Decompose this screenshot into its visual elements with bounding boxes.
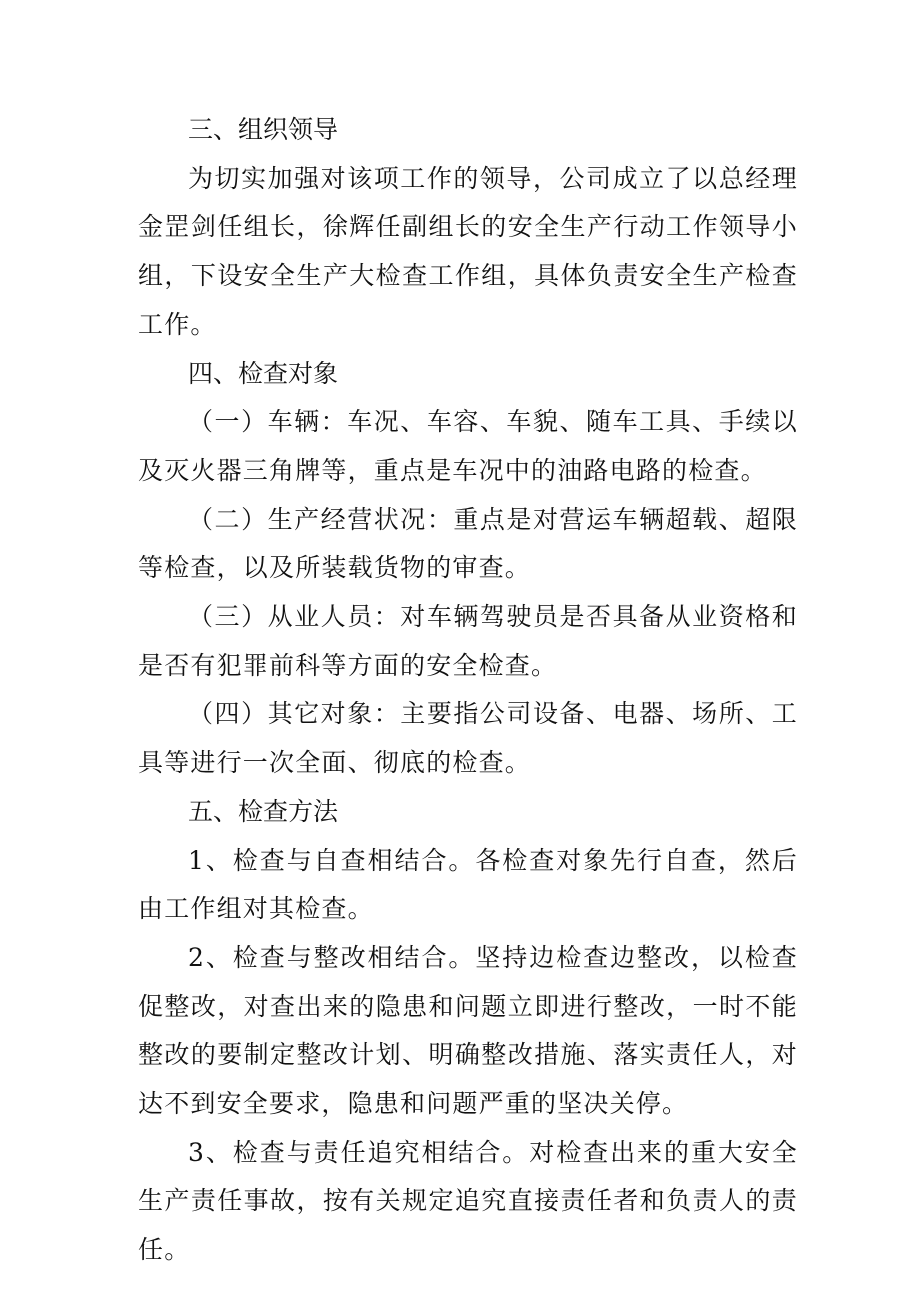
inspection-target-personnel: （三）从业人员：对车辆驾驶员是否具备从业资格和是否有犯罪前科等方面的安全检查。: [138, 602, 798, 680]
section-3-heading: 三、组织领导: [188, 115, 339, 144]
section-3-paragraph: 为切实加强对该项工作的领导，公司成立了以总经理金罡剑任组长，徐辉任副组长的安全生产行动工作领导小组，下设安全生产大检查工作组，具体负责安全生产检查工作。: [138, 163, 798, 339]
section-5-heading: 五、检查方法: [188, 796, 339, 826]
section-4-heading: 四、检查对象: [188, 358, 339, 388]
inspection-target-other: （四）其它对象：主要指公司设备、电器、场所、工具等进行一次全面、彻底的检查。: [138, 699, 798, 778]
inspection-target-vehicles: （一）车辆：车况、车容、车貌、随车工具、手续以及灭火器三角牌等，重点是车况中的油路电路的检查。: [138, 407, 798, 485]
document-body: [138, 106, 798, 1275]
inspection-method-2: 2、检查与整改相结合。坚持边检查边整改，以检查促整改，对查出来的隐患和问题立即进行整改，一时不能整改的要制定整改计划、明确整改措施、落实责任人，对达不到安全要求，隐患和问题严重的坚决关停。: [138, 942, 798, 1119]
inspection-target-operations: （二）生产经营状况：重点是对营运车辆超载、超限等检查，以及所装载货物的审查。: [138, 504, 798, 583]
inspection-method-1: 1、检查与自查相结合。各检查对象先行自查，然后由工作组对其检查。: [138, 845, 798, 924]
inspection-method-3: 3、检查与责任追究相结合。对检查出来的重大安全生产责任事故，按有关规定追究直接责任者和负责人的责任。: [138, 1137, 798, 1265]
